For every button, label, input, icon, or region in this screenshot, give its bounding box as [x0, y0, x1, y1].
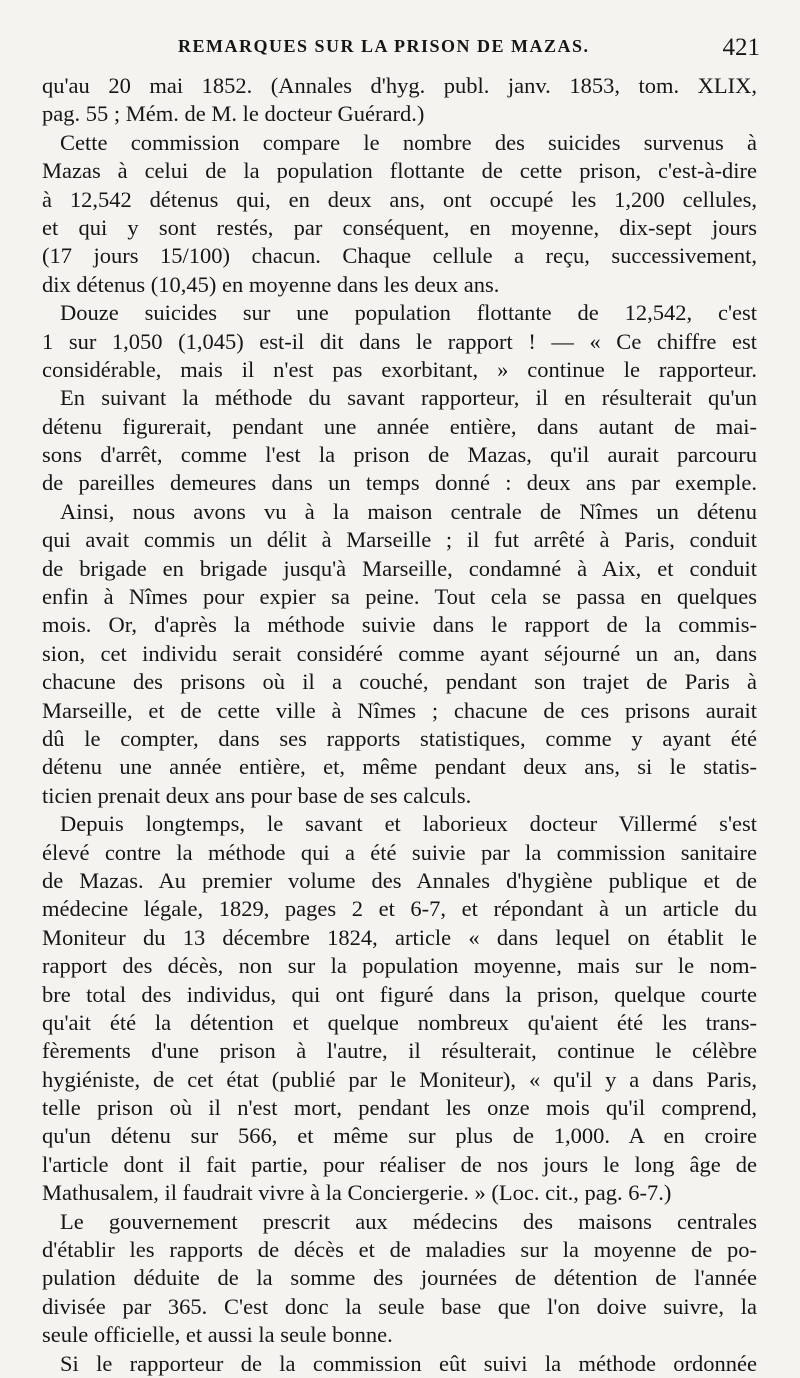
text-line: d'établir les rapports de décès et de maladies sur la moyenne de po- — [42, 1237, 757, 1263]
text-line: fèrements d'une prison à l'autre, il résulterait, continue le célèbre — [42, 1038, 757, 1064]
text-line: considérable, mais il n'est pas exorbitant, » continue le rapporteur. — [42, 356, 757, 382]
text-line: qu'au 20 mai 1852. (Annales d'hyg. publ. janv. 1853, tom. XLIX, — [42, 73, 757, 98]
text-line: mois. Or, d'après la méthode suivie dans le rapport de la commis- — [42, 612, 757, 638]
text-line: médecine légale, 1829, pages 2 et 6-7, et répondant à un article du — [42, 896, 757, 922]
text-line: rapport des décès, non sur la population moyenne, mais sur le nom- — [42, 953, 757, 979]
text-line: l'article dont il fait partie, pour réaliser de nos jours le long âge de — [42, 1151, 757, 1177]
text-line: Douze suicides sur une population flottante de 12,542, c'est — [60, 300, 757, 326]
text-line: pulation déduite de la somme des journées de détention de l'année — [42, 1265, 757, 1291]
text-line: Moniteur du 13 décembre 1824, article « dans lequel on établit le — [42, 924, 757, 950]
text-line: hygiéniste, de cet état (publié par le Moniteur), « qu'il y a dans Paris, — [42, 1066, 757, 1092]
body-text — [42, 72, 757, 1378]
text-line: (17 jours 15/100) chacun. Chaque cellule a reçu, successivement, — [42, 243, 757, 269]
text-line: Mazas à celui de la population flottante de cette prison, c'est-à-dire — [42, 158, 757, 184]
text-line: En suivant la méthode du savant rapporteur, il en résulterait qu'un — [60, 385, 757, 411]
text-line: Le gouvernement prescrit aux médecins des maisons centrales — [60, 1208, 757, 1234]
text-line: enfin à Nîmes pour expier sa peine. Tout cela se passa en quelques — [42, 584, 757, 610]
text-line: et qui y sont restés, par conséquent, en moyenne, dix-sept jours — [42, 214, 757, 240]
text-line: pag. 55 ; Mém. de M. le docteur Guérard.) — [42, 101, 425, 127]
text-line: bre total des individus, qui ont figuré dans la prison, quelque courte — [42, 981, 757, 1007]
text-line: chacune des prisons où il a couché, pendant son trajet de Paris à — [42, 669, 757, 695]
text-line: Si le rapporteur de la commission eût suivi la méthode ordonnée — [60, 1350, 757, 1376]
text-line: Ainsi, nous avons vu à la maison centrale de Nîmes un détenu — [60, 498, 757, 524]
text-line: détenu figurerait, pendant une année entière, dans autant de mai- — [42, 413, 757, 439]
text-line: de Mazas. Au premier volume des Annales d'hygiène publique et de — [42, 867, 757, 893]
text-line: à 12,542 détenus qui, en deux ans, ont occupé les 1,200 cellules, — [42, 186, 757, 212]
text-line: telle prison où il n'est mort, pendant les onze mois qu'il comprend, — [42, 1095, 757, 1121]
page-number: 421 — [722, 34, 760, 61]
text-line: dix détenus (10,45) en moyenne dans les deux ans. — [42, 271, 500, 297]
text-line: divisée par 365. C'est donc la seule base que l'on doive suivre, la — [42, 1293, 757, 1319]
text-line: sons d'arrêt, comme l'est la prison de Mazas, qu'il aurait parcouru — [42, 442, 757, 468]
text-line: seule officielle, et aussi la seule bonne. — [42, 1322, 393, 1348]
running-title: REMARQUES SUR LA PRISON DE MAZAS. — [178, 36, 590, 56]
text-line: de pareilles demeures dans un temps donné : deux ans par exemple. — [42, 470, 757, 496]
text-line: 1 sur 1,050 (1,045) est-il dit dans le rapport ! — « Ce chiffre est — [42, 328, 757, 354]
text-line: élevé contre la méthode qui a été suivie par la commission sanitaire — [42, 839, 757, 865]
text-line: Depuis longtemps, le savant et laborieux docteur Villermé s'est — [60, 811, 757, 837]
text-line: qu'ait été la détention et quelque nombreux qu'aient été les trans- — [42, 1009, 757, 1035]
text-line: sion, cet individu serait considéré comme ayant séjourné un an, dans — [42, 640, 757, 666]
text-line: Marseille, et de cette ville à Nîmes ; chacune de ces prisons aurait — [42, 697, 757, 723]
text-line: qui avait commis un délit à Marseille ; il fut arrêté à Paris, conduit — [42, 527, 757, 553]
text-line: Cette commission compare le nombre des suicides survenus à — [60, 129, 757, 155]
text-line: qu'un détenu sur 566, et même sur plus de 1,000. A en croire — [42, 1123, 757, 1149]
text-line: détenu une année entière, et, même pendant deux ans, si le statis- — [42, 754, 757, 780]
page-header — [42, 36, 760, 72]
text-line: de brigade en brigade jusqu'à Marseille, condamné à Aix, et conduit — [42, 555, 757, 581]
text-line: dû le compter, dans ses rapports statistiques, comme y ayant été — [42, 725, 757, 751]
text-line: Mathusalem, il faudrait vivre à la Conciergerie. » (Loc. cit., pag. 6-7.) — [42, 1180, 672, 1206]
text-line: ticien prenait deux ans pour base de ses calculs. — [42, 782, 472, 808]
